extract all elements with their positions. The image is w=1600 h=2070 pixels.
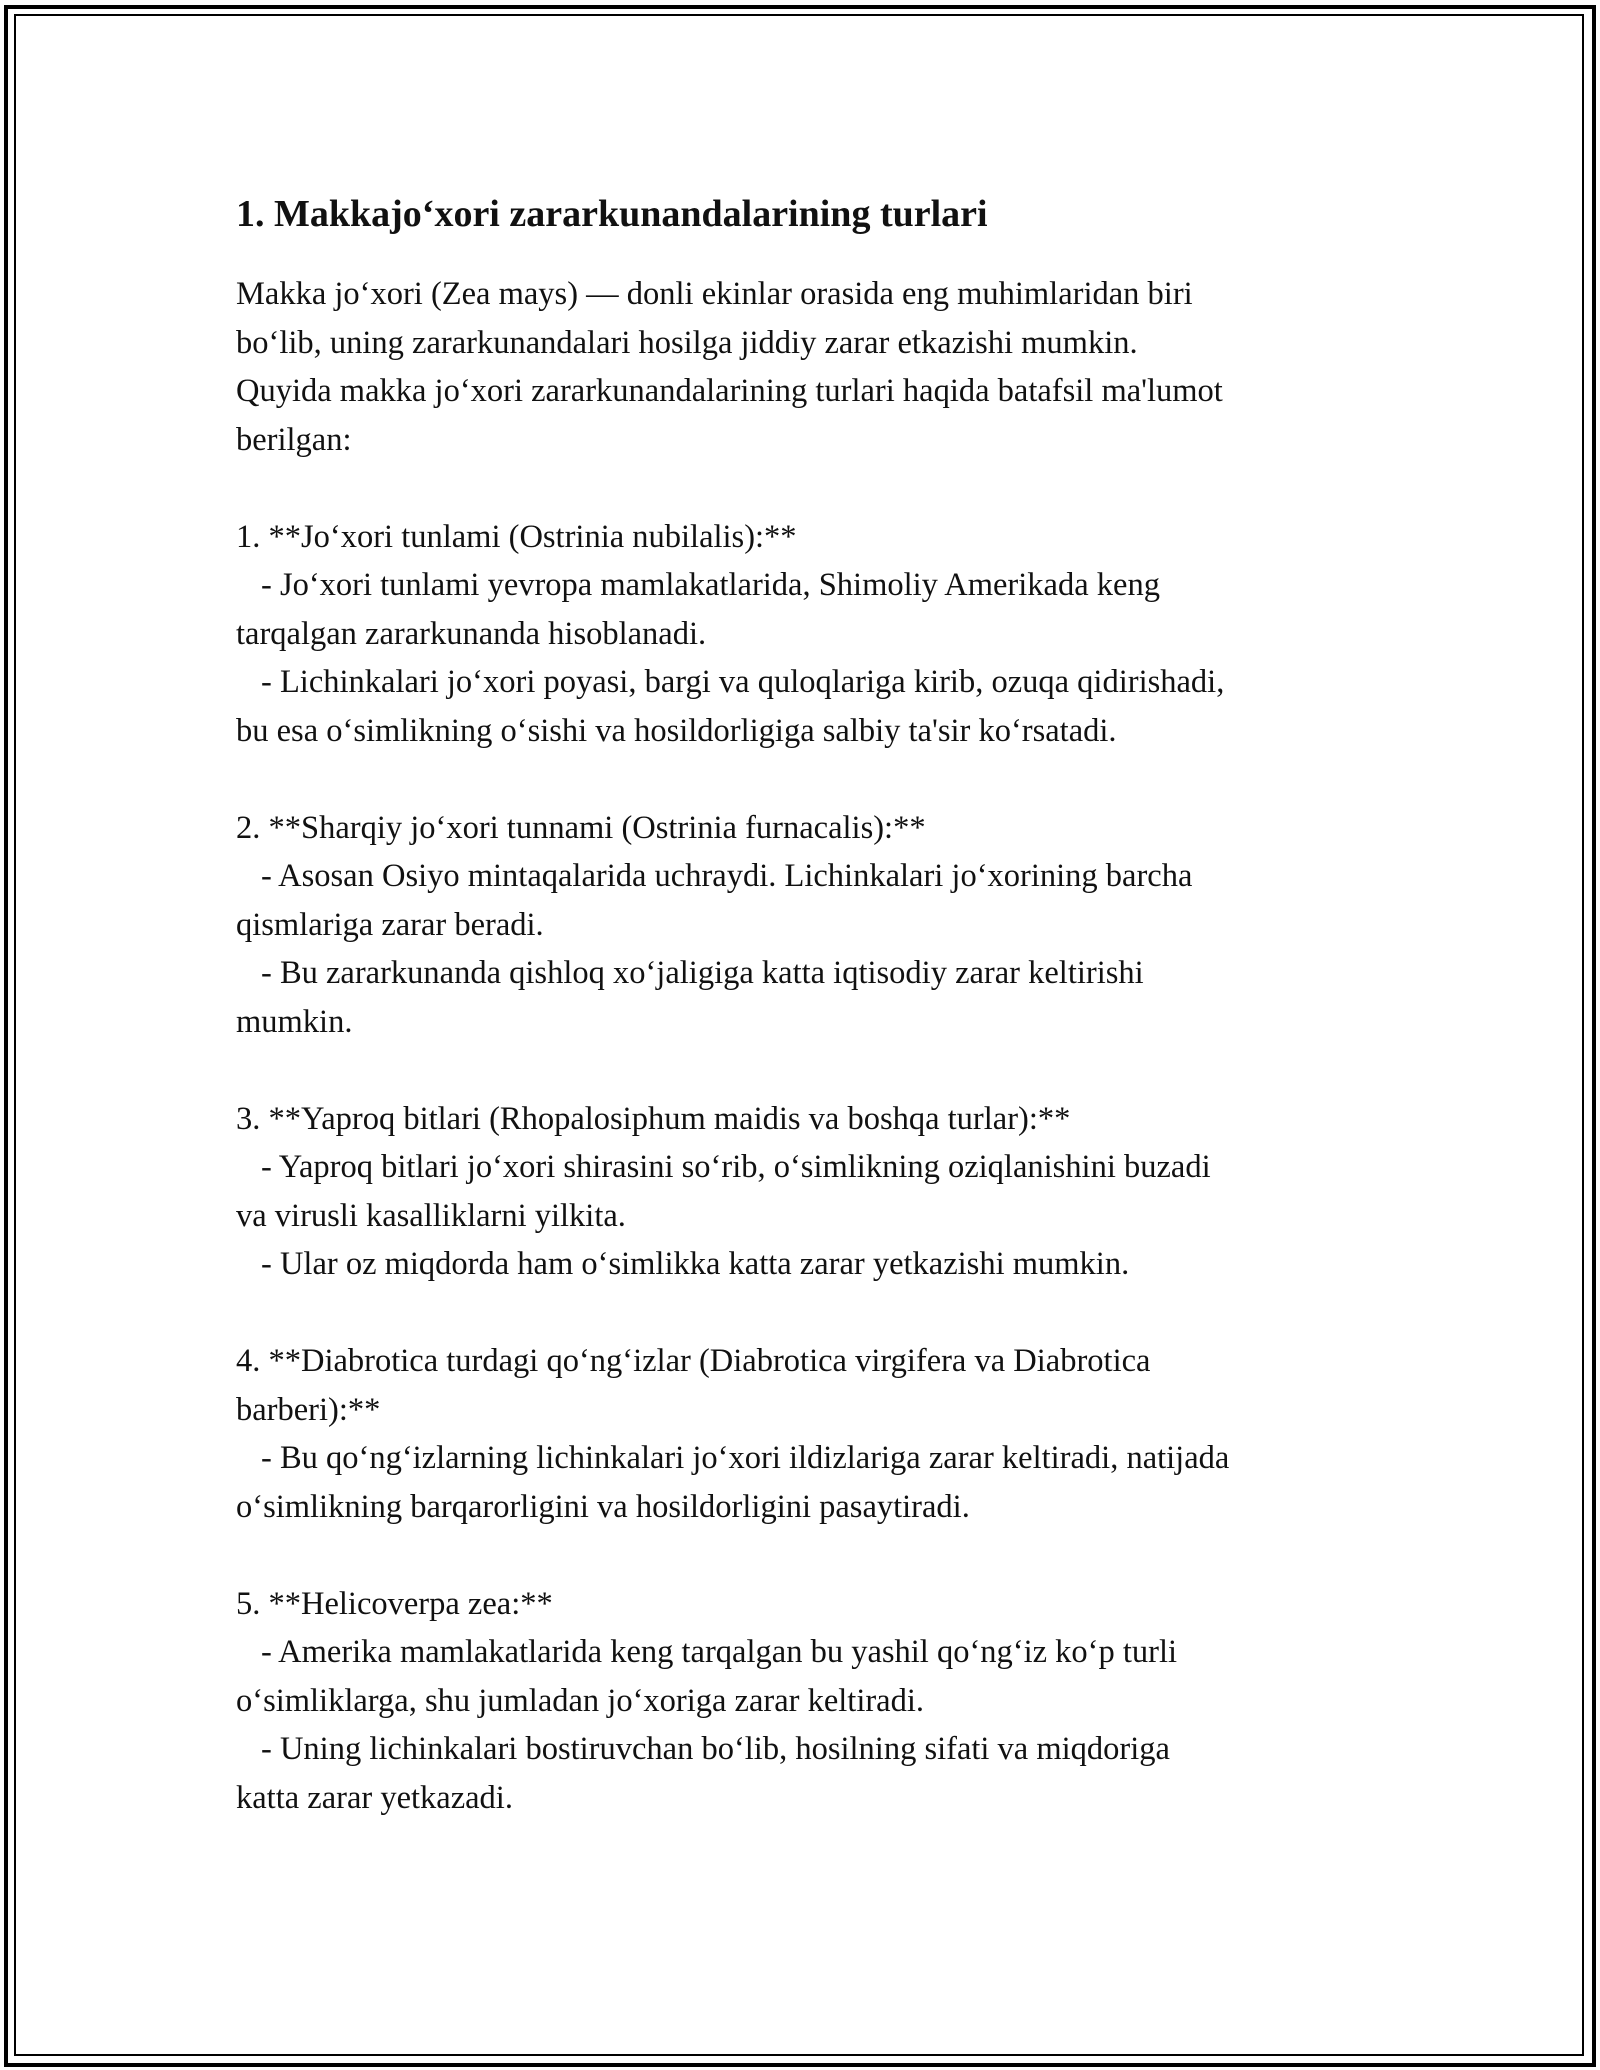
pest-item-bullet-continuation: o‘simliklarga, shu jumladan jo‘xoriga zarar keltiradi. — [236, 1682, 925, 1719]
pest-item-bullet-continuation: va virusli kasalliklarni yilkita. — [236, 1197, 626, 1234]
intro-line: berilgan: — [236, 421, 352, 458]
intro-line: Quyida makka jo‘xori zararkunandalarining turlari haqida batafsil ma'lumot — [236, 373, 1223, 409]
pest-item-title-continuation: barberi):** — [236, 1391, 381, 1428]
pest-item-bullet: - Lichinkalari jo‘xori poyasi, bargi va quloqlariga kirib, ozuqa qidirishadi, — [261, 664, 1225, 700]
pest-item-bullet: - Bu qo‘ng‘izlarning lichinkalari jo‘xori ildizlariga zarar keltiradi, natijada — [261, 1440, 1230, 1476]
spacer — [236, 755, 1356, 804]
pest-item-title: 1. **Jo‘xori tunlami (Ostrinia nubilalis):** — [236, 518, 797, 555]
pest-item-title: 5. **Helicoverpa zea:** — [236, 1585, 553, 1622]
pest-item-bullet: - Bu zararkunanda qishloq xo‘jaligiga katta iqtisodiy zarar keltirishi — [261, 955, 1144, 991]
pest-item-bullet: - Asosan Osiyo mintaqalarida uchraydi. Lichinkalari jo‘xorining barcha — [261, 858, 1193, 894]
pest-item-bullet-continuation: tarqalgan zararkunanda hisoblanadi. — [236, 615, 707, 652]
pest-item-bullet: - Amerika mamlakatlarida keng tarqalgan bu yashil qo‘ng‘iz ko‘p turli — [261, 1634, 1178, 1670]
intro-line: Makka jo‘xori (Zea mays) — donli ekinlar orasida eng muhimlaridan biri — [236, 276, 1193, 312]
pest-item-title: 4. **Diabrotica turdagi qo‘ng‘izlar (Diabrotica virgifera va Diabrotica — [236, 1343, 1151, 1379]
pest-item-bullet: - Yaproq bitlari jo‘xori shirasini so‘rib, o‘simlikning oziqlanishini buzadi — [261, 1149, 1211, 1185]
pest-item-3 — [236, 1095, 1356, 1289]
pest-item-1 — [236, 513, 1356, 756]
pest-item-bullet-continuation: qismlariga zarar beradi. — [236, 906, 544, 943]
intro-line: bo‘lib, uning zararkunandalari hosilga jiddiy zarar etkazishi mumkin. — [236, 324, 1138, 361]
spacer — [236, 1289, 1356, 1338]
section-heading: 1. Makkajo‘xori zararkunandalarining turlari — [236, 193, 988, 235]
intro-paragraph — [236, 270, 1356, 464]
document-body — [236, 188, 1356, 1822]
pest-item-title: 3. **Yaproq bitlari (Rhopalosiphum maidis va boshqa turlar):** — [236, 1100, 1071, 1137]
pest-item-title: 2. **Sharqiy jo‘xori tunnami (Ostrinia furnacalis):** — [236, 809, 926, 846]
spacer — [236, 464, 1356, 513]
pest-item-bullet: - Jo‘xori tunlami yevropa mamlakatlarida, Shimoliy Amerikada keng — [261, 567, 1160, 603]
pest-item-bullet-continuation: katta zarar yetkazadi. — [236, 1779, 513, 1816]
pest-item-5 — [236, 1580, 1356, 1823]
spacer — [236, 1531, 1356, 1580]
pest-item-bullet-continuation: bu esa o‘simlikning o‘sishi va hosildorligiga salbiy ta'sir ko‘rsatadi. — [236, 712, 1117, 749]
pest-item-4 — [236, 1337, 1356, 1531]
pest-item-bullet: - Ular oz miqdorda ham o‘simlikka katta zarar yetkazishi mumkin. — [261, 1246, 1130, 1282]
pest-item-2 — [236, 804, 1356, 1047]
spacer — [236, 1046, 1356, 1095]
pest-item-bullet-continuation: o‘simlikning barqarorligini va hosildorligini pasaytiradi. — [236, 1488, 970, 1525]
pest-item-bullet: - Uning lichinkalari bostiruvchan bo‘lib, hosilning sifati va miqdoriga — [261, 1731, 1170, 1767]
pest-item-bullet-continuation: mumkin. — [236, 1003, 353, 1040]
